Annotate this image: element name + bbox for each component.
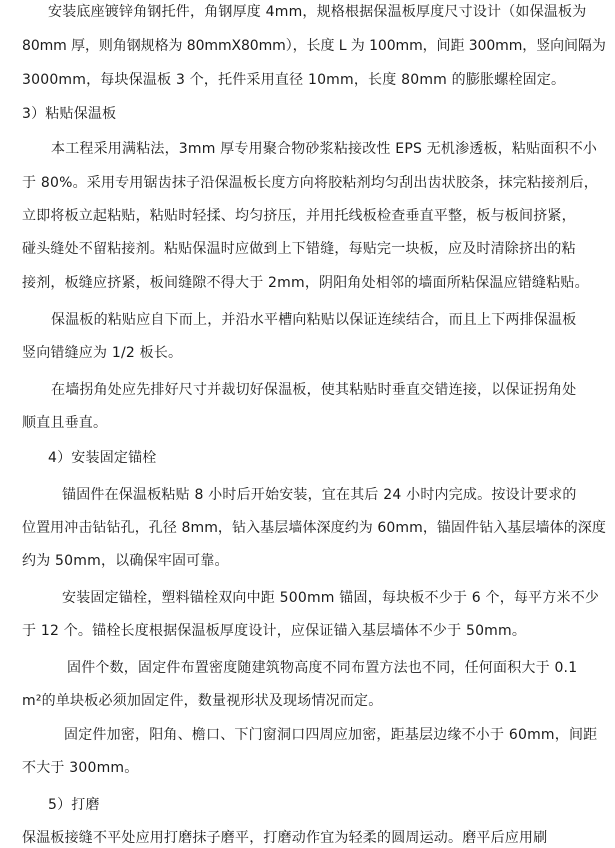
section-heading-5: 5）打磨 bbox=[48, 797, 100, 813]
paragraph-line: 接剂，板缝应挤紧，板间缝隙不得大于 2mm，阴阳角处相邻的墙面所粘保温应错缝粘贴。 bbox=[22, 275, 589, 291]
paragraph-line: 于 12 个。锚栓长度根据保温板厚度设计，应保证锚入基层墙体不少于 50mm。 bbox=[22, 623, 527, 639]
paragraph-line: m²的单块板必须加固定件，数量视形状及现场情况而定。 bbox=[22, 693, 383, 709]
paragraph-line: 于 80%。采用专用锯齿抹子沿保温板长度方向将胶粘剂均匀刮出齿状胶条，抹完粘接剂后， bbox=[22, 175, 598, 191]
paragraph-line: 在墙拐角处应先排好尺寸并裁切好保温板，使其粘贴时垂直交错连接，以保证拐角处 bbox=[51, 382, 577, 398]
paragraph-line: 本工程采用满粘法，3mm 厚专用聚合物砂浆粘接改性 EPS 无机渗透板，粘贴面积不小 bbox=[51, 141, 598, 157]
paragraph-line: 立即将板立起粘贴，粘贴时轻揉、均匀挤压，并用托线板检查垂直平整，板与板间挤紧， bbox=[22, 208, 576, 224]
section-heading-4: 4）安装固定锚栓 bbox=[48, 450, 157, 466]
paragraph-line: 80mm 厚，则角钢规格为 80mmX80mm），长度 L 为 100mm，间距 300mm，竖向间隔为 bbox=[22, 38, 606, 54]
paragraph-line: 竖向错缝应为 1/2 板长。 bbox=[22, 345, 183, 361]
paragraph-line: 约为 50mm，以确保牢固可靠。 bbox=[22, 553, 229, 569]
paragraph-line: 保温板的粘贴应自下而上，并沿水平槽向粘贴以保证连续结合，而且上下两排保温板 bbox=[51, 312, 577, 328]
paragraph-line: 锚固件在保温板粘贴 8 小时后开始安装，宜在其后 24 小时内完成。按设计要求的 bbox=[62, 487, 577, 503]
paragraph-line: 不大于 300mm。 bbox=[22, 760, 139, 776]
paragraph-line: 顺直且垂直。 bbox=[22, 415, 108, 431]
paragraph-line: 安装底座镀锌角钢托件，角钢厚度 4mm，规格根据保温板厚度尺寸设计（如保温板为 bbox=[48, 4, 587, 20]
paragraph-line: 保温板接缝不平处应用打磨抹子磨平，打磨动作宜为轻柔的圆周运动。磨平后应用刷 bbox=[22, 830, 548, 846]
paragraph-line: 位置用冲击钻钻孔，孔径 8mm，钻入基层墙体深度约为 60mm，锚固件钻入基层墙体的深度 bbox=[22, 520, 606, 536]
section-heading-3: 3）粘贴保温板 bbox=[22, 106, 117, 122]
paragraph-line: 安装固定锚栓，塑料锚栓双向中距 500mm 锚固，每块板不少于 6 个，每平方米不少 bbox=[62, 590, 600, 606]
paragraph-line: 固件个数，固定件布置密度随建筑物高度不同布置方法也不同，任何面积大于 0.1 bbox=[67, 660, 578, 676]
paragraph-line: 固定件加密，阳角、檐口、下门窗洞口四周应加密，距基层边缘不小于 60mm，间距 bbox=[64, 727, 598, 743]
paragraph-line: 碰头缝处不留粘接剂。粘贴保温时应做到上下错缝，每贴完一块板，应及时清除挤出的粘 bbox=[22, 241, 576, 257]
paragraph-line: 3000mm，每块保温板 3 个，托件采用直径 10mm，长度 80mm 的膨胀螺栓固定。 bbox=[22, 72, 566, 88]
